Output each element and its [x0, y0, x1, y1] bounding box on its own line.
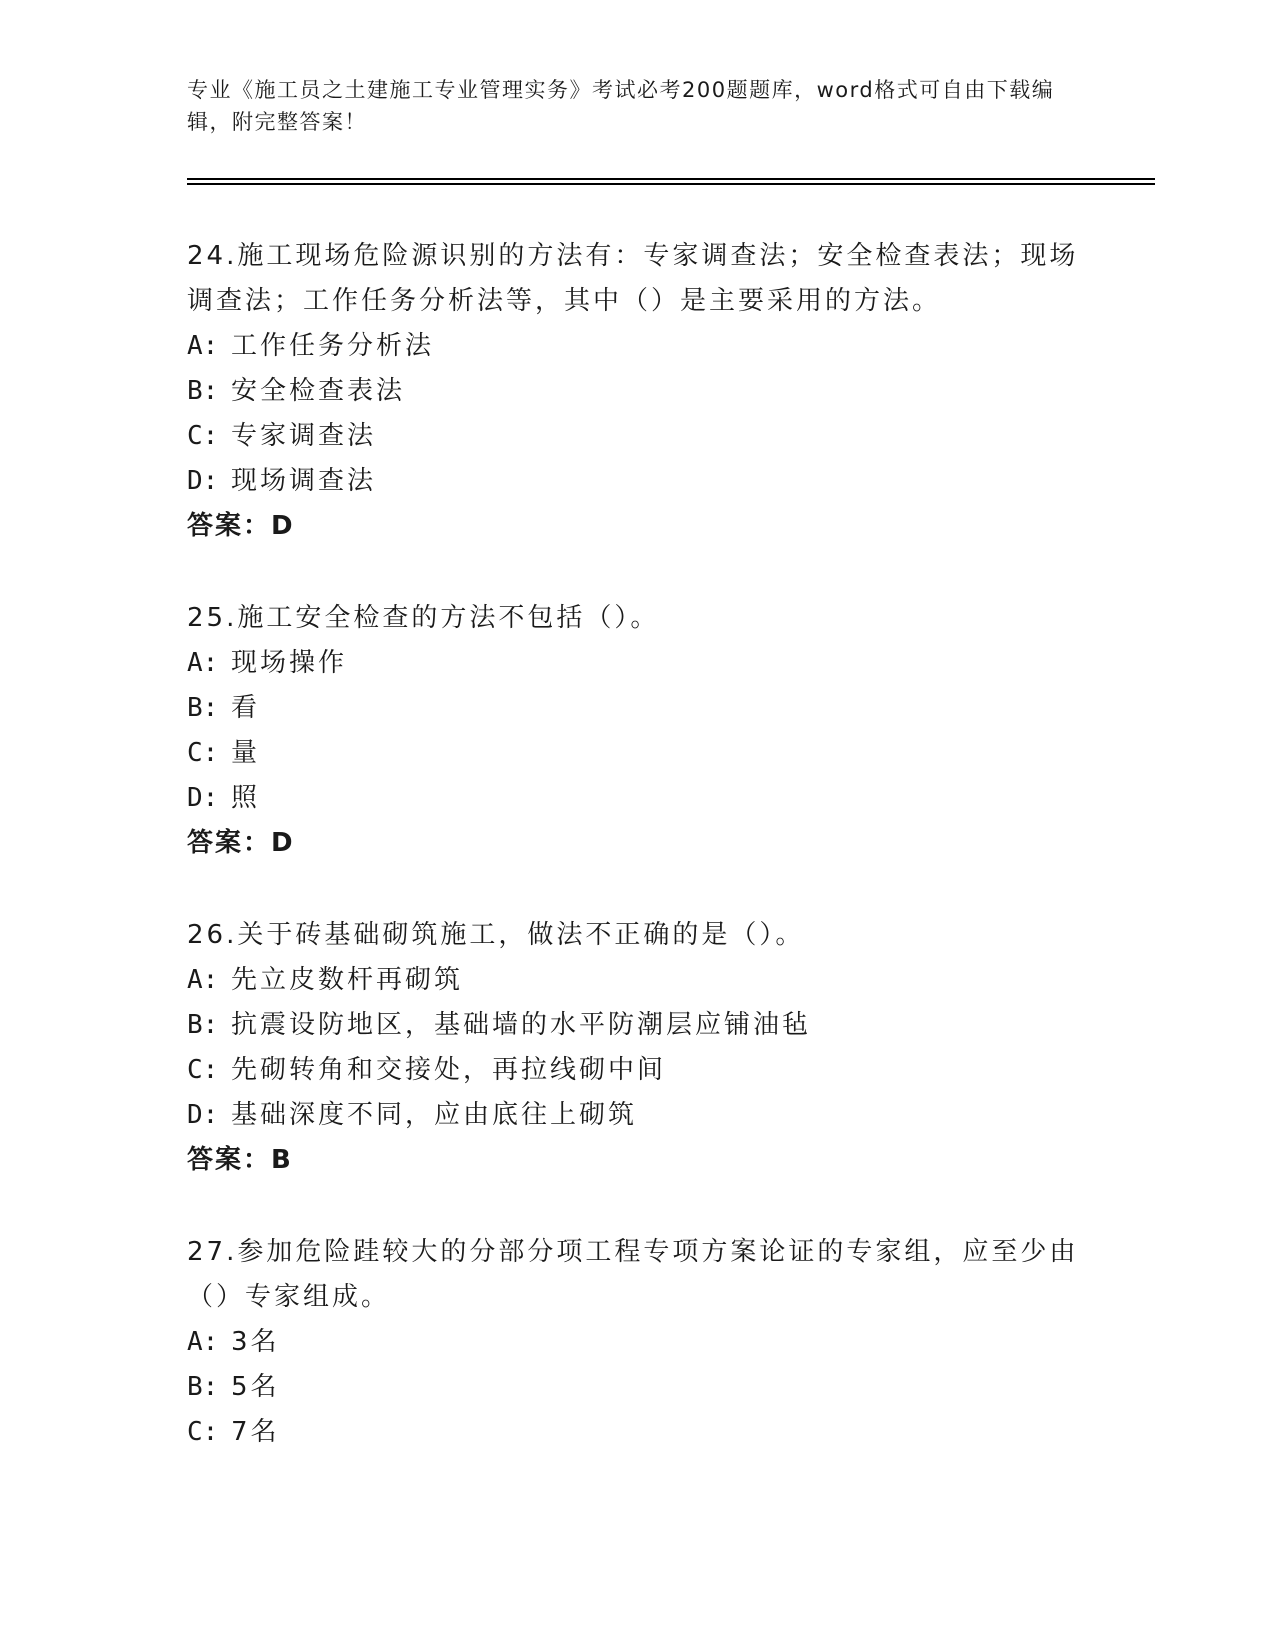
option-b [187, 369, 1087, 414]
option-letter: A: [187, 331, 219, 361]
option-b [187, 1365, 1087, 1410]
option-letter: C: [187, 421, 219, 451]
option-d [187, 776, 1087, 821]
option-a [187, 641, 1087, 686]
option-letter: B: [187, 1010, 219, 1040]
option-letter: A: [187, 965, 219, 995]
option-letter: A: [187, 1327, 219, 1357]
question-25 [187, 596, 1087, 866]
option-c [187, 731, 1087, 776]
option-text: 安全检查表法 [231, 376, 406, 406]
option-letter: B: [187, 693, 219, 723]
option-c [187, 414, 1087, 459]
option-letter: D: [187, 783, 219, 813]
option-letter: A: [187, 648, 219, 678]
option-a [187, 958, 1087, 1003]
option-b [187, 686, 1087, 731]
option-d [187, 1093, 1087, 1138]
question-stem: 26.关于砖基础砌筑施工，做法不正确的是（）。 [187, 920, 805, 950]
option-letter: D: [187, 1100, 219, 1130]
option-text: 先立皮数杆再砌筑 [231, 965, 464, 995]
option-a [187, 324, 1087, 369]
question-27 [187, 1230, 1087, 1455]
option-b [187, 1003, 1087, 1048]
question-stem: 25.施工安全检查的方法不包括（）。 [187, 603, 660, 633]
option-text: 3名 [231, 1327, 280, 1357]
option-text: 专家调查法 [231, 421, 377, 451]
option-a [187, 1320, 1087, 1365]
option-text: 抗震设防地区，基础墙的水平防潮层应铺油毡 [231, 1010, 812, 1040]
option-text: 量 [231, 738, 261, 768]
option-text: 7名 [231, 1417, 280, 1447]
answer-line: 答案：D [187, 511, 295, 541]
document-header: 专业《施工员之土建施工专业管理实务》考试必考200题题库，word格式可自由下载编辑，附完整答案！ [187, 78, 1055, 134]
option-text: 现场调查法 [231, 466, 377, 496]
option-letter: B: [187, 1372, 219, 1402]
option-c [187, 1410, 1087, 1455]
option-text: 工作任务分析法 [231, 331, 435, 361]
question-24 [187, 234, 1087, 549]
option-text: 5名 [231, 1372, 280, 1402]
option-text: 看 [231, 693, 261, 723]
question-list [187, 234, 1087, 1455]
option-letter: C: [187, 738, 219, 768]
option-letter: D: [187, 466, 219, 496]
option-text: 照 [231, 783, 261, 813]
option-letter: C: [187, 1417, 219, 1447]
question-stem: 24.施工现场危险源识别的方法有：专家调查法；安全检查表法；现场调查法；工作任务分析法等，其中（）是主要采用的方法。 [187, 241, 1079, 316]
answer-line: 答案：D [187, 828, 295, 858]
option-text: 基础深度不同，应由底往上砌筑 [231, 1100, 638, 1130]
option-text: 现场操作 [231, 648, 348, 678]
option-letter: B: [187, 376, 219, 406]
header-divider-top [187, 178, 1155, 180]
answer-line: 答案：B [187, 1145, 293, 1175]
header-divider-bottom [187, 183, 1155, 185]
question-stem: 27.参加危险跬较大的分部分项工程专项方案论证的专家组，应至少由（）专家组成。 [187, 1237, 1079, 1312]
question-26 [187, 913, 1087, 1183]
option-d [187, 459, 1087, 504]
option-letter: C: [187, 1055, 219, 1085]
option-c [187, 1048, 1087, 1093]
option-text: 先砌转角和交接处，再拉线砌中间 [231, 1055, 667, 1085]
